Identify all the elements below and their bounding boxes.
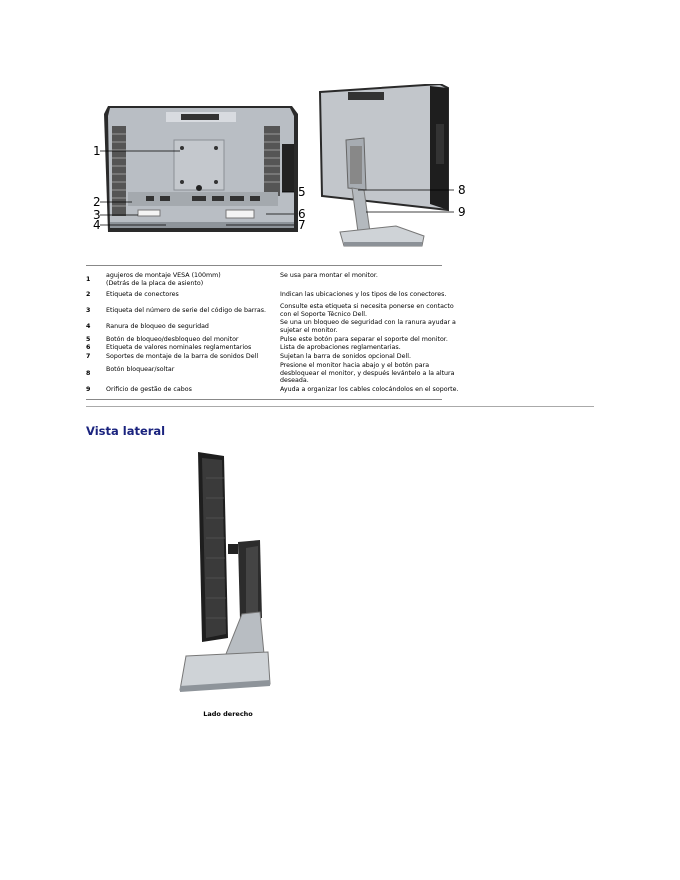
row-number: 2 (86, 291, 91, 298)
callout-2: 2 (93, 195, 101, 209)
row-number: 8 (86, 370, 91, 377)
table-top-rule (86, 265, 442, 266)
row-item-name: Orificio de gestão de cabos (106, 386, 192, 393)
monitor-side-drawing (176, 448, 274, 700)
row-description: Se usa para montar el monitor. (280, 272, 378, 279)
row-number: 4 (86, 323, 91, 330)
callout-7: 7 (298, 218, 306, 232)
section-heading: Vista lateral (86, 424, 166, 438)
row-description-line: con el Soporte Técnico Dell. (280, 310, 367, 318)
callout-5: 5 (298, 185, 306, 199)
row-description-line: sujetar el monitor. (280, 326, 338, 334)
row-description-line: Consulte esta etiqueta si necesita ponerse en contacto (280, 303, 454, 310)
row-item-name: Etiqueta de conectores (106, 291, 179, 298)
section-divider (86, 406, 594, 407)
row-item-name: Etiqueta de valores nominales reglamentarios (106, 344, 252, 351)
monitor-back-drawing (86, 104, 318, 240)
row-number: 6 (86, 344, 91, 351)
callout-4: 4 (93, 218, 101, 232)
row-number: 9 (86, 386, 91, 393)
row-number: 7 (86, 353, 91, 360)
monitor-side-view-image (176, 448, 274, 700)
row-description: Sujetan la barra de sonidos opcional Dell. (280, 353, 411, 360)
row-item-name: Botón de bloqueo/desbloqueo del monitor (106, 336, 239, 343)
callout-6: 6 (298, 207, 306, 221)
monitor-angled-drawing (318, 84, 476, 250)
monitor-back-view-image (86, 104, 318, 240)
row-item-name: Ranura de bloqueo de seguridad (106, 323, 209, 330)
row-item-name (106, 272, 278, 287)
row-description (280, 303, 466, 318)
row-description: Pulse este botón para separar el soporte del monitor. (280, 336, 448, 343)
callout-3: 3 (93, 208, 101, 222)
callout-9: 9 (458, 205, 466, 219)
row-description (280, 319, 466, 334)
row-number: 1 (86, 276, 91, 283)
row-item-name: Botón bloquear/soltar (106, 366, 175, 373)
table-bottom-rule (86, 399, 442, 400)
row-number: 3 (86, 307, 91, 314)
figure-caption: Lado derecho (203, 710, 253, 718)
row-description (280, 362, 466, 385)
row-description-line: Se una un bloqueo de seguridad con la ranura ayudar a (280, 319, 456, 326)
callout-8: 8 (458, 183, 466, 197)
row-item-name-line: agujeros de montaje VESA (100mm) (106, 272, 221, 279)
row-description: Indican las ubicaciones y los tipos de los conectores. (280, 291, 447, 298)
row-item-name: Soportes de montaje de la barra de sonidos Dell (106, 353, 259, 360)
row-description-line: Presione el monitor hacia abajo y el botón para (280, 362, 430, 369)
row-item-name: Etiqueta del número de serie del código de barras. (106, 307, 267, 314)
row-item-name-line: (Detrás de la placa de asiento) (106, 279, 204, 287)
row-description: Lista de aprobaciones reglamentarias. (280, 344, 401, 351)
row-number: 5 (86, 336, 91, 343)
row-description-line: desbloquear el monitor, y después levántelo a la altura (280, 369, 455, 377)
monitor-angled-back-view-image (318, 84, 476, 250)
row-description: Ayuda a organizar los cables colocándolos en el soporte. (280, 386, 459, 393)
row-description-line: deseada. (280, 377, 309, 384)
callout-1: 1 (93, 144, 101, 158)
